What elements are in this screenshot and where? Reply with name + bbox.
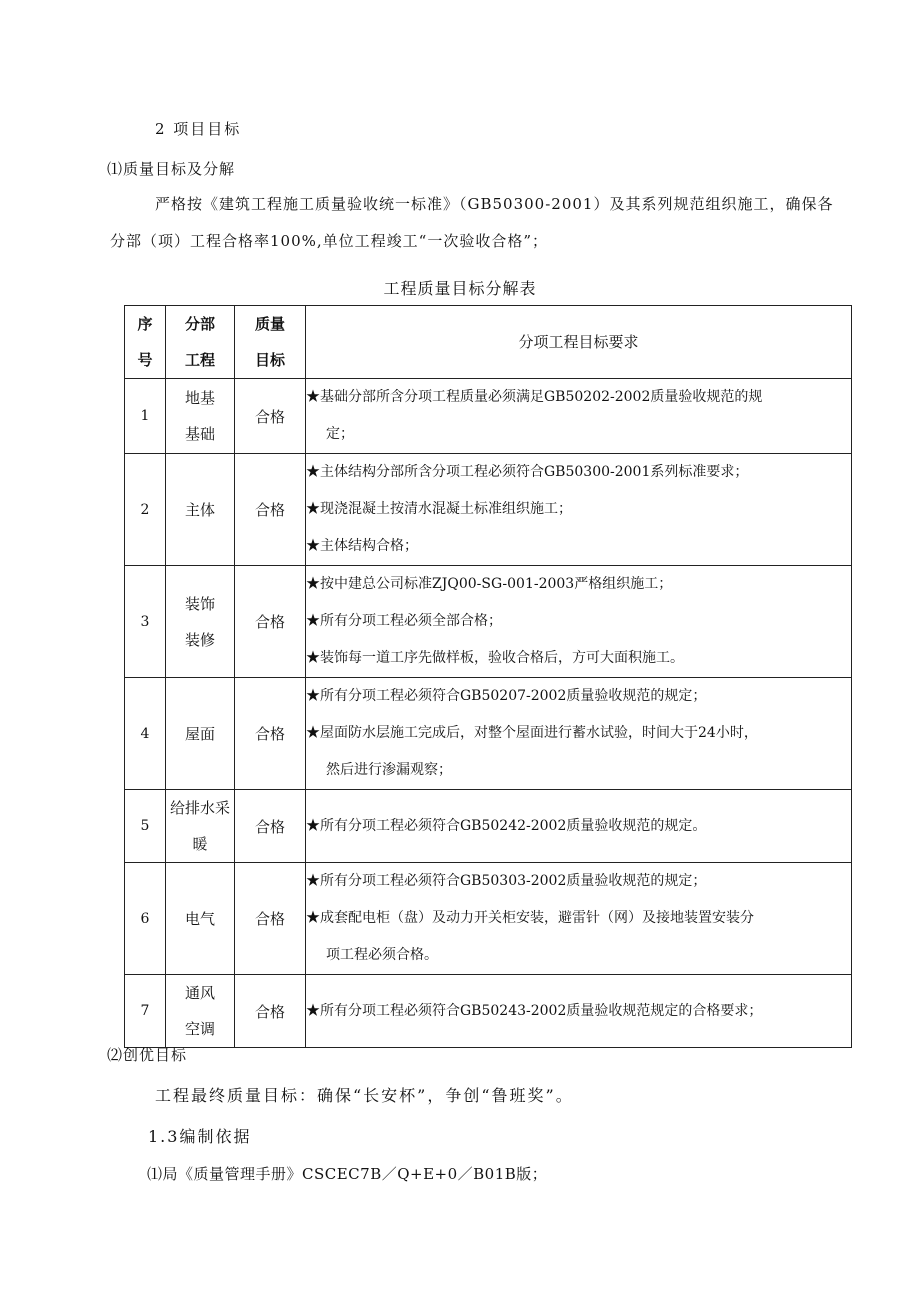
row-division-line: 主体 [184, 500, 215, 519]
requirement-item-continuation: 定； [326, 426, 354, 442]
row-quality: 合格 [235, 454, 306, 566]
row-division-line: 装饰 [184, 594, 215, 613]
row-number: 1 [125, 379, 166, 454]
requirement-item: ★所有分项工程必须符合GB50242-2002质量验收规范的规定。 [306, 817, 707, 834]
table-title: 工程质量目标分解表 [383, 279, 537, 298]
row-quality: 合格 [235, 863, 306, 975]
row-quality: 合格 [235, 566, 306, 678]
row-quality: 合格 [235, 790, 306, 863]
row-division [166, 454, 235, 566]
row-division [166, 678, 235, 790]
row-requirements [306, 790, 852, 863]
quality-goal-heading: ⑴质量目标及分解 [107, 160, 236, 178]
basis-item-1: ⑴局《质量管理手册》CSCEC7B／Q+E+0／B01B版； [147, 1165, 548, 1183]
requirement-item: ★所有分项工程必须全部合格； [306, 613, 502, 629]
header-requirement: 分项工程目标要求 [306, 306, 852, 379]
requirement-item-continuation: 然后进行渗漏观察； [326, 762, 452, 778]
header-division [166, 306, 235, 379]
row-number: 7 [125, 975, 166, 1048]
row-quality: 合格 [235, 975, 306, 1048]
table-header-row [125, 306, 852, 379]
requirement-item: ★装饰每一道工序先做样板，验收合格后，方可大面积施工。 [306, 650, 684, 666]
requirement-item-continuation: 项工程必须合格。 [326, 947, 438, 963]
row-requirements [306, 566, 852, 678]
header-no [125, 306, 166, 379]
row-division [166, 790, 235, 863]
excellence-text: 工程最终质量目标：确保“长安杯”，争创“鲁班奖”。 [155, 1086, 574, 1105]
table-row [125, 379, 852, 454]
requirement-item: ★基础分部所含分项工程质量必须满足GB50202-2002质量验收规范的规 [306, 389, 763, 405]
table-row [125, 566, 852, 678]
requirement-item: ★所有分项工程必须符合GB50243-2002质量验收规范规定的合格要求； [306, 1002, 763, 1019]
row-division-line: 基础 [184, 425, 215, 443]
quality-goal-table [124, 305, 852, 1048]
row-requirements [306, 863, 852, 975]
row-requirements [306, 678, 852, 790]
table-row [125, 678, 852, 790]
row-number: 5 [125, 790, 166, 863]
requirement-item: ★现浇混凝土按清水混凝土标准组织施工； [306, 501, 572, 517]
requirement-item: ★屋面防水层施工完成后，对整个屋面进行蓄水试验，时间大于24小时， [306, 725, 758, 741]
row-division [166, 863, 235, 975]
header-division-line-1: 分部 [184, 315, 215, 333]
row-number: 4 [125, 678, 166, 790]
row-division-line: 屋面 [184, 724, 215, 743]
table-row [125, 975, 852, 1048]
row-division-line: 空调 [184, 1020, 215, 1038]
section-heading: 2 项目目标 [155, 120, 242, 138]
row-division-line: 通风 [184, 984, 215, 1002]
header-no-line-1: 序 [137, 315, 153, 333]
header-quality-line-2: 目标 [254, 351, 285, 369]
requirement-item: ★所有分项工程必须符合GB50303-2002质量验收规范的规定； [306, 873, 707, 889]
excellence-heading: ⑵创优目标 [107, 1046, 188, 1064]
body-paragraph-line-1: 严格按《建筑工程施工质量验收统一标准》（GB50300-2001）及其系列规范组织施工，确保各 [155, 195, 834, 213]
row-division-line: 暖 [192, 835, 208, 853]
requirement-item: ★按中建总公司标准ZJQ00-SG-001-2003严格组织施工； [306, 576, 673, 592]
row-requirements [306, 975, 852, 1048]
table-row [125, 790, 852, 863]
row-quality: 合格 [235, 379, 306, 454]
row-division [166, 975, 235, 1048]
body-paragraph-line-2: 分部（项）工程合格率100%,单位工程竣工“一次验收合格”； [110, 232, 548, 250]
basis-heading: 1.3编制依据 [148, 1127, 252, 1146]
requirement-item: ★主体结构分部所含分项工程必须符合GB50300-2001系列标准要求； [306, 464, 749, 480]
row-number: 6 [125, 863, 166, 975]
row-number: 3 [125, 566, 166, 678]
table-row [125, 454, 852, 566]
header-division-line-2: 工程 [184, 351, 215, 369]
row-division-line: 装修 [184, 630, 215, 649]
row-requirements [306, 379, 852, 454]
row-division [166, 379, 235, 454]
row-division-line: 电气 [184, 909, 215, 928]
requirement-item: ★成套配电柜（盘）及动力开关柜安装，避雷针（网）及接地装置安装分 [306, 910, 754, 926]
row-requirements [306, 454, 852, 566]
row-quality: 合格 [235, 678, 306, 790]
row-division-line: 给排水采 [169, 799, 230, 817]
header-no-line-2: 号 [137, 351, 153, 369]
header-quality-line-1: 质量 [254, 315, 285, 333]
requirement-item: ★所有分项工程必须符合GB50207-2002质量验收规范的规定； [306, 688, 707, 704]
row-number: 2 [125, 454, 166, 566]
row-division-line: 地基 [184, 389, 215, 407]
header-quality [235, 306, 306, 379]
row-division [166, 566, 235, 678]
table-row [125, 863, 852, 975]
requirement-item: ★主体结构合格； [306, 538, 418, 554]
